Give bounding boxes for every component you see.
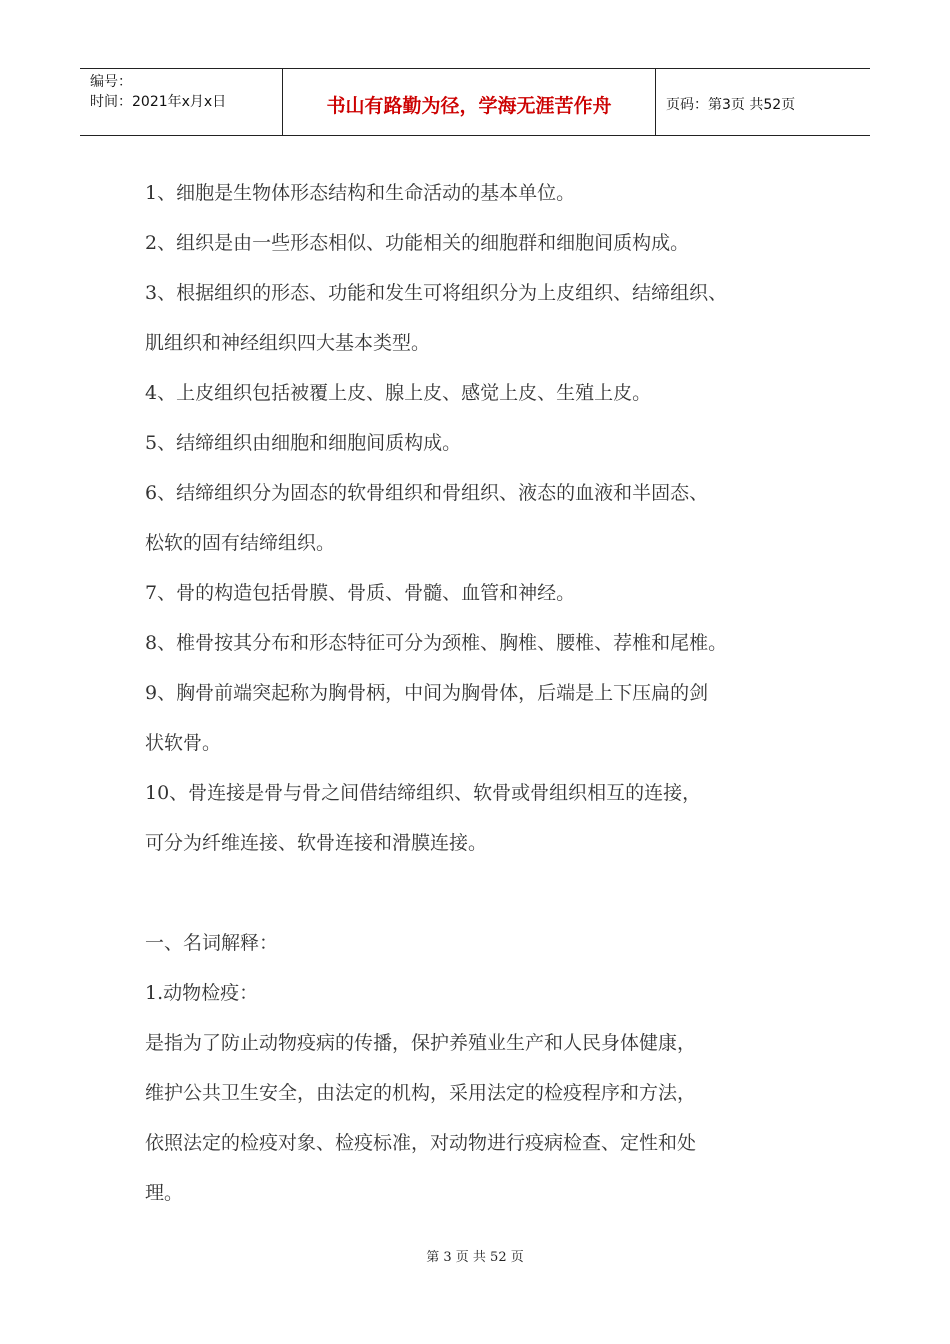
- time-label: 时间：2021年x月x日: [90, 94, 227, 110]
- text-line: 维护公共卫生安全，由法定的机构，采用法定的检疫程序和方法，: [145, 1082, 697, 1104]
- text-line: 8、椎骨按其分布和形态特征可分为颈椎、胸椎、腰椎、荐椎和尾椎。: [145, 632, 728, 654]
- text-line: 状软骨。: [145, 732, 222, 754]
- text-line: 7、骨的构造包括骨膜、骨质、骨髓、血管和神经。: [145, 582, 576, 604]
- text-line: 1、细胞是生物体形态结构和生命活动的基本单位。: [145, 182, 576, 204]
- text-line: 3、根据组织的形态、功能和发生可将组织分为上皮组织、结缔组织、: [145, 282, 728, 304]
- text-line: 6、结缔组织分为固态的软骨组织和骨组织、液态的血液和半固态、: [145, 482, 709, 504]
- header-motto: 书山有路勤为径，学海无涯苦作舟: [282, 69, 656, 135]
- text-line: 理。: [145, 1182, 184, 1204]
- text-line: 9、胸骨前端突起称为胸骨柄，中间为胸骨体，后端是上下压扁的剑: [145, 682, 709, 704]
- section-heading: 一、名词解释：: [145, 932, 279, 954]
- header-meta: [80, 69, 282, 135]
- text-line: 2、组织是由一些形态相似、功能相关的细胞群和细胞间质构成。: [145, 232, 690, 254]
- text-line: 5、结缔组织由细胞和细胞间质构成。: [145, 432, 462, 454]
- text-line: 肌组织和神经组织四大基本类型。: [145, 332, 431, 354]
- text-line: 是指为了防止动物疫病的传播，保护养殖业生产和人民身体健康，: [145, 1032, 697, 1054]
- document-body: [145, 168, 825, 1218]
- number-label: 编号：: [90, 74, 132, 90]
- blank-line: [145, 868, 825, 918]
- page-header: [80, 68, 870, 136]
- text-line: 松软的固有结缔组织。: [145, 532, 336, 554]
- text-line: 可分为纤维连接、软骨连接和滑膜连接。: [145, 832, 488, 854]
- header-page-info: 页码：第3页 共52页: [666, 97, 796, 113]
- text-line: 依照法定的检疫对象、检疫标准，对动物进行疫病检查、定性和处: [145, 1132, 697, 1154]
- text-line: 10、骨连接是骨与骨之间借结缔组织、软骨或骨组织相互的连接，: [145, 782, 702, 804]
- term-heading: 1.动物检疫：: [145, 982, 259, 1004]
- page-footer: 第 3 页 共 52 页: [426, 1250, 524, 1265]
- text-line: 4、上皮组织包括被覆上皮、腺上皮、感觉上皮、生殖上皮。: [145, 382, 652, 404]
